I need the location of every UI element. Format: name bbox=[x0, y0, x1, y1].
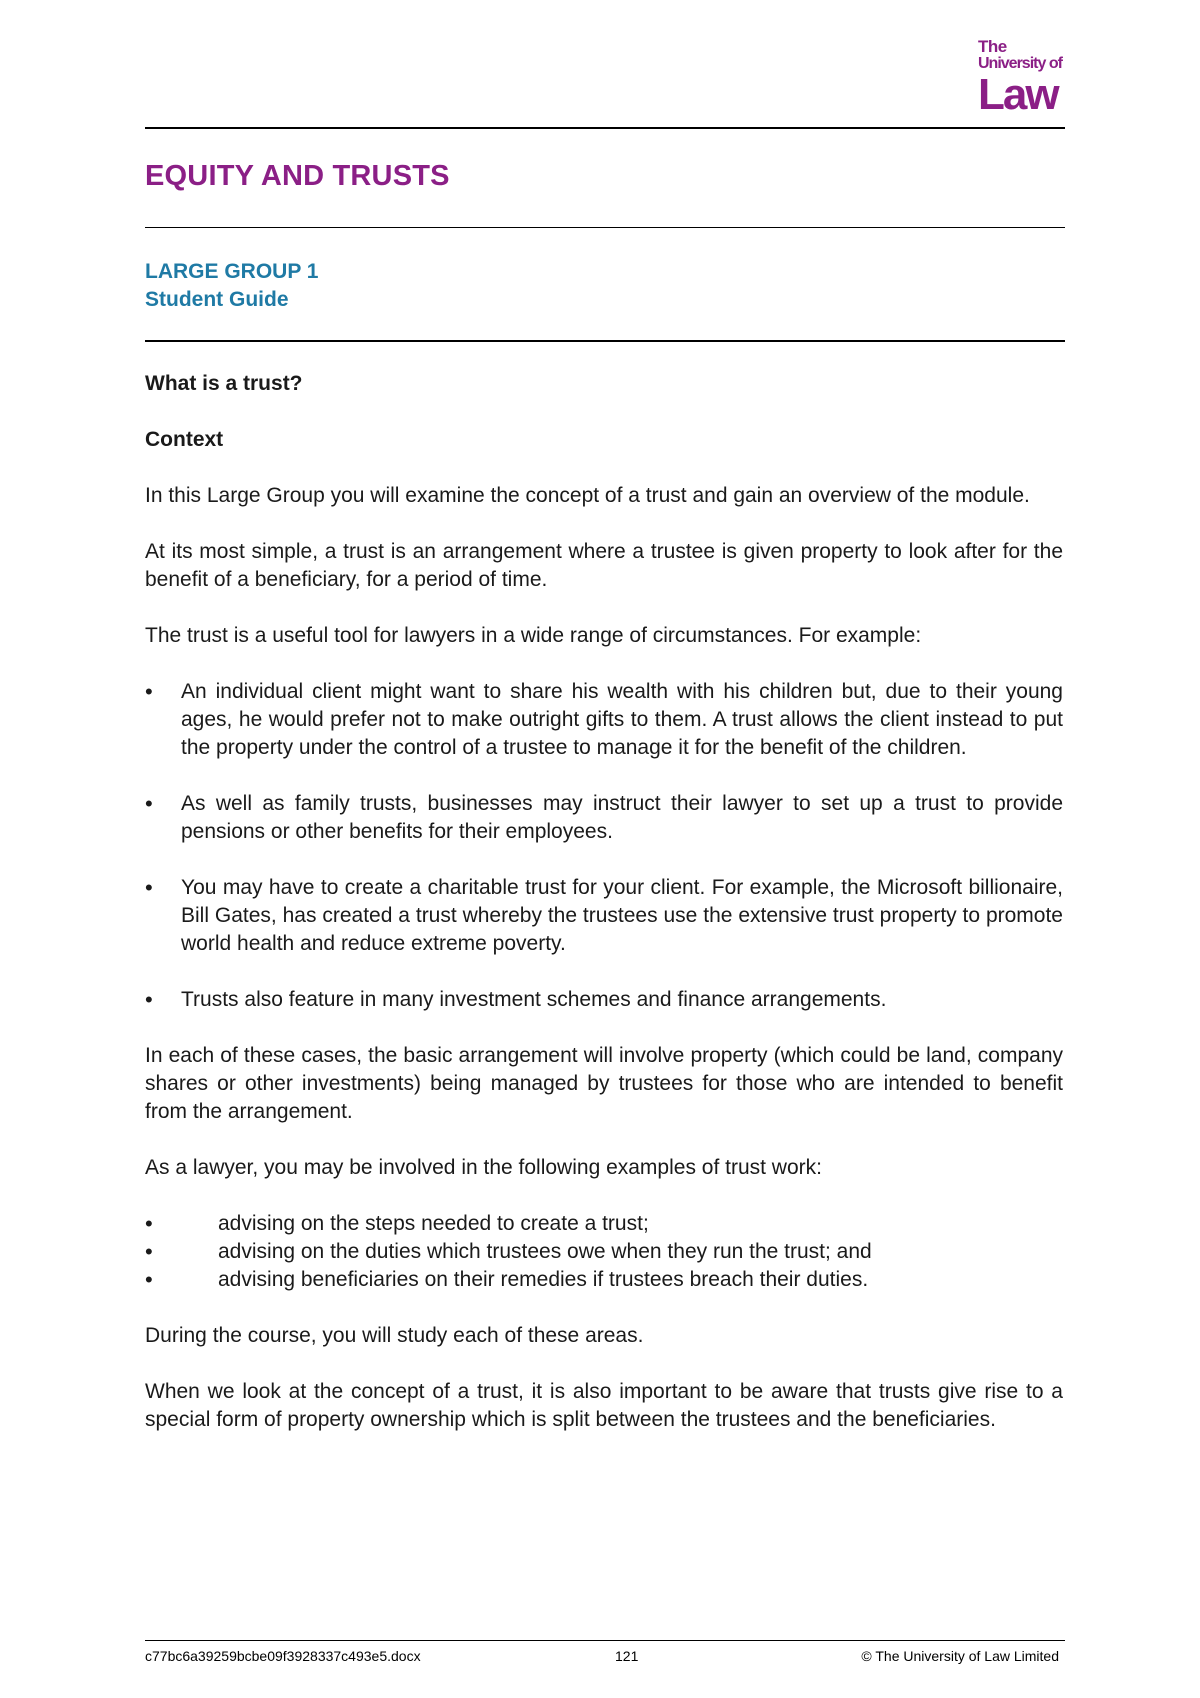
logo-line-law: Law bbox=[978, 70, 1058, 119]
logo-line-university: University of bbox=[978, 55, 1062, 72]
student-guide-label: Student Guide bbox=[145, 288, 289, 311]
list-item: • advising beneficiaries on their remedies if trustees breach their duties. bbox=[145, 1266, 1063, 1294]
footer-divider bbox=[145, 1640, 1065, 1641]
example-list bbox=[145, 678, 1063, 1014]
university-logo bbox=[978, 37, 1068, 119]
trust-work-list bbox=[145, 1210, 1063, 1294]
paragraph-definition: At its most simple, a trust is an arrangement where a trustee is given property to look after for the benefit of a beneficiary, for a period of time. bbox=[145, 540, 1063, 591]
top-divider bbox=[145, 127, 1065, 129]
list-item: • As well as family trusts, businesses may instruct their lawyer to set up a trust to provide pensions or other benefits for their employees. bbox=[145, 790, 1063, 846]
paragraph-trust-work-lead: As a lawyer, you may be involved in the following examples of trust work: bbox=[145, 1156, 822, 1179]
paragraph-course: During the course, you will study each of these areas. bbox=[145, 1324, 644, 1347]
context-heading: Context bbox=[145, 428, 224, 451]
list-item: • You may have to create a charitable trust for your client. For example, the Microsoft billionaire, Bill Gates, has created a trust whereby the trustees use the extensive trust property to promote world health and reduce extreme poverty. bbox=[145, 874, 1063, 958]
list-item: • An individual client might want to share his wealth with his children but, due to their young ages, he would prefer not to make outright gifts to them. A trust allows the client instead to put the property under the control of a trustee to manage it for the benefit of the children. bbox=[145, 678, 1063, 762]
list-item: • advising on the duties which trustees owe when they run the trust; and bbox=[145, 1238, 1063, 1266]
paragraph-example-lead: The trust is a useful tool for lawyers in a wide range of circumstances. For example: bbox=[145, 624, 922, 647]
paragraph-basic-arrangement: In each of these cases, the basic arrangement will involve property (which could be land, company shares or other investments) being managed by trustees for those who are intended to benefit from the arrangement. bbox=[145, 1044, 1063, 1123]
footer-copyright: © The University of Law Limited bbox=[861, 1648, 1059, 1664]
title-divider bbox=[145, 227, 1065, 228]
logo-line-the: The bbox=[978, 37, 1007, 56]
question-heading: What is a trust? bbox=[145, 372, 303, 395]
footer-filename: c77bc6a39259bcbe09f3928337c493e5.docx bbox=[145, 1648, 421, 1664]
list-item: • advising on the steps needed to create a trust; bbox=[145, 1210, 1063, 1238]
document-body bbox=[145, 370, 1063, 1462]
footer-page-number: 121 bbox=[615, 1648, 639, 1664]
subtitle-block bbox=[145, 258, 318, 314]
paragraph-intro: In this Large Group you will examine the concept of a trust and gain an overview of the module. bbox=[145, 484, 1030, 507]
page-title: EQUITY AND TRUSTS bbox=[145, 160, 450, 192]
subtitle-divider bbox=[145, 340, 1065, 342]
list-item: • Trusts also feature in many investment schemes and finance arrangements. bbox=[145, 986, 1063, 1014]
large-group-label: LARGE GROUP 1 bbox=[145, 260, 319, 283]
paragraph-ownership: When we look at the concept of a trust, it is also important to be aware that trusts give rise to a special form of property ownership which is split between the trustees and the beneficiaries. bbox=[145, 1380, 1063, 1431]
